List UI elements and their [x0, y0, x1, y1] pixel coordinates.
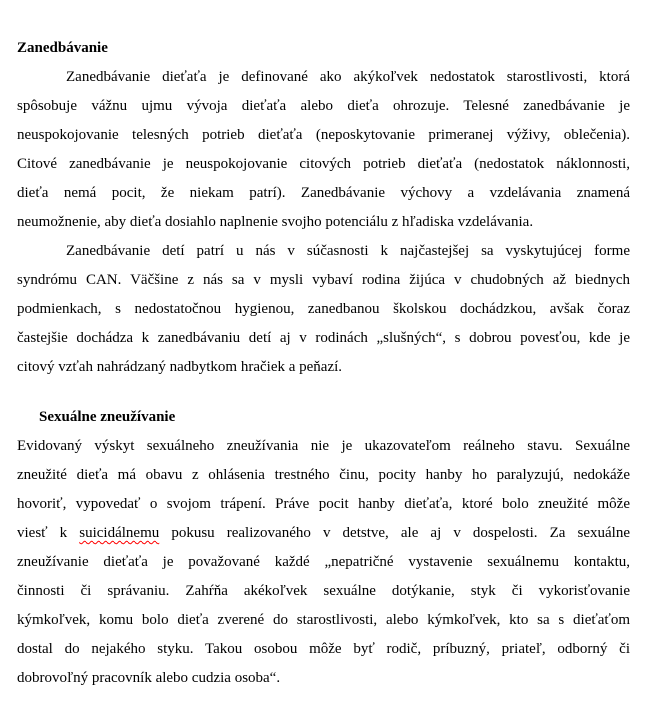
- text-line: [17, 324, 630, 353]
- text-segment: činnosti či správaniu. Zahŕňa akékoľvek sexuálne dotýkanie, styk či vykorisťovanie: [17, 583, 630, 599]
- text-line: [17, 208, 630, 237]
- text-segment: dieťa nemá pocit, že niekam patrí). Zanedbávanie výchovy a vzdelávania znamená: [17, 185, 630, 201]
- text-segment: syndrómu CAN. Väčšine z nás sa v mysli vybaví rodina žijúca v chudobných až biednych: [17, 272, 630, 288]
- paragraph: [17, 237, 630, 382]
- text-segment: dobrovoľný pracovník alebo cudzia osoba“.: [17, 670, 281, 686]
- text-segment: podmienkach, s nedostatočnou hygienou, zanedbanou školskou dochádzkou, avšak čoraz: [17, 301, 630, 317]
- text-segment: Citové zanedbávanie je neuspokojovanie citových potrieb dieťaťa (nedostatok náklonnosti,: [17, 156, 630, 172]
- section-abuse-paragraphs: [17, 432, 630, 693]
- text-segment: Evidovaný výskyt sexuálneho zneužívania nie je ukazovateľom reálneho stavu. Sexuálne: [17, 438, 630, 454]
- text-segment: kýmkoľvek, komu bolo dieťa zverené do starostlivosti, alebo kýmkoľvek, kto sa s dieťaťom: [17, 612, 630, 628]
- text-line: [17, 179, 630, 208]
- paragraph: [17, 63, 630, 237]
- text-line: [17, 63, 630, 92]
- section-abuse: [17, 403, 630, 693]
- misspelled-word: suicidálnemu: [79, 525, 160, 541]
- text-line: [17, 548, 630, 577]
- text-line: [17, 664, 630, 693]
- text-segment: viesť k: [17, 525, 80, 541]
- text-line: [17, 461, 630, 490]
- section-heading-abuse: Sexuálne zneužívanie: [39, 409, 176, 425]
- text-segment: pokusu realizovaného v detstve, ale aj v dospelosti. Za sexuálne: [159, 525, 630, 541]
- section-neglect-paragraphs: [17, 63, 630, 382]
- text-line: [17, 606, 630, 635]
- text-segment: zneužité dieťa má obavu z ohlásenia trestného činu, pocity hanby ho paralyzujú, nedokáže: [17, 467, 630, 483]
- text-segment: neumožnenie, aby dieťa dosiahlo naplnenie svojho potenciálu z hľadiska vzdelávania.: [17, 214, 534, 230]
- text-line: [17, 266, 630, 295]
- text-line: [17, 353, 630, 382]
- section-neglect: [17, 34, 630, 382]
- text-segment: spôsobuje vážnu ujmu vývoja dieťaťa alebo dieťa ohrozuje. Telesné zanedbávanie je: [17, 98, 630, 114]
- text-segment: neuspokojovanie telesných potrieb dieťaťa (neposkytovanie primeranej výživy, oblečenia).: [17, 127, 630, 143]
- paragraph: [17, 432, 630, 693]
- section-heading-neglect: Zanedbávanie: [17, 40, 108, 56]
- text-line: [17, 490, 630, 519]
- text-segment: dostal do nejakého styku. Takou osobou môže byť rodič, príbuzný, priateľ, odborný či: [17, 641, 630, 657]
- text-line: [17, 237, 630, 266]
- text-segment: častejšie dochádza k zanedbávaniu detí aj v rodinách „slušných“, s dobrou povesťou, kde je: [17, 330, 630, 346]
- text-line: [17, 92, 630, 121]
- text-segment: hovoriť, vypovedať o svojom trápení. Práve pocit hanby dieťaťa, ktoré bolo zneužité môže: [17, 496, 630, 512]
- text-line: [17, 519, 630, 548]
- text-segment: citový vzťah nahrádzaný nadbytkom hračiek a peňazí.: [17, 359, 343, 375]
- text-line: [17, 432, 630, 461]
- text-line: [17, 635, 630, 664]
- text-line: [17, 577, 630, 606]
- text-line: [17, 121, 630, 150]
- text-segment: zneužívanie dieťaťa je považované každé „nepatričné vystavenie sexuálnemu kontaktu,: [17, 554, 630, 570]
- text-line: [17, 295, 630, 324]
- text-line: [17, 150, 630, 179]
- text-segment: Zanedbávanie dieťaťa je definované ako akýkoľvek nedostatok starostlivosti, ktorá: [66, 69, 630, 85]
- text-segment: Zanedbávanie detí patrí u nás v súčasnosti k najčastejšej sa vyskytujúcej forme: [66, 243, 630, 259]
